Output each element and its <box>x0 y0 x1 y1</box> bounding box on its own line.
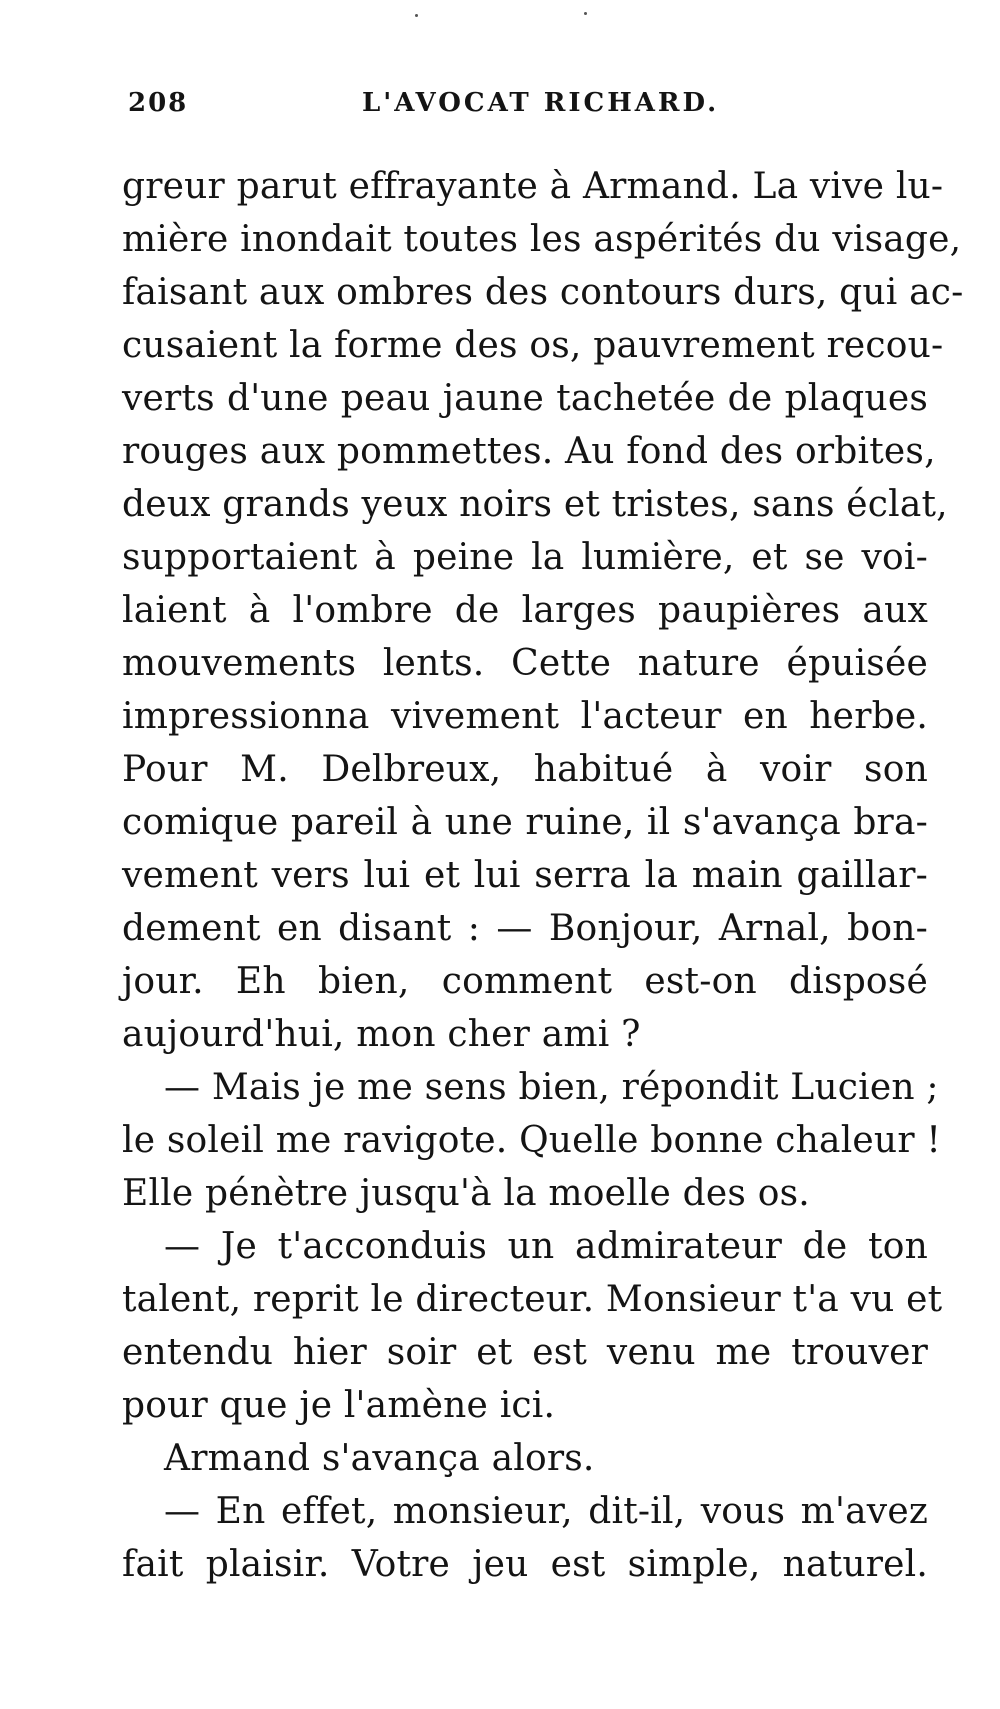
text-line: Elle pénètre jusqu'à la moelle des os. <box>122 1173 810 1214</box>
text-line: — Mais je me sens bien, répondit Lucien ; <box>164 1067 939 1108</box>
text-line: cusaient la forme des os, pauvrement recou- <box>122 325 944 366</box>
running-head <box>128 88 892 128</box>
text-line: greur parut effrayante à Armand. La vive lu- <box>122 166 944 207</box>
text-line: — En effet, monsieur, dit-il, vous m'avez <box>164 1491 928 1532</box>
text-line: dement en disant : — Bonjour, Arnal, bon- <box>122 908 928 949</box>
text-line: jour. Eh bien, comment est-on disposé <box>122 961 928 1002</box>
text-line: Pour M. Delbreux, habitué à voir son <box>122 749 928 790</box>
text-line: mouvements lents. Cette nature épuisée <box>122 643 928 684</box>
text-line: comique pareil à une ruine, il s'avança bra- <box>122 802 928 843</box>
text-line: le soleil me ravigote. Quelle bonne chaleur ! <box>122 1120 942 1161</box>
text-line: aujourd'hui, mon cher ami ? <box>122 1014 641 1055</box>
text-line: deux grands yeux noirs et tristes, sans éclat, <box>122 484 948 525</box>
text-line: vement vers lui et lui serra la main gaillar- <box>122 855 928 896</box>
running-title: L'AVOCAT RICHARD. <box>362 88 720 118</box>
text-line: verts d'une peau jaune tachetée de plaques <box>122 378 928 419</box>
text-line: mière inondait toutes les aspérités du visage, <box>122 219 962 260</box>
body-text <box>122 160 964 1591</box>
text-line: Armand s'avança alors. <box>164 1438 595 1479</box>
paper-speck <box>584 12 587 15</box>
text-line: entendu hier soir et est venu me trouver <box>122 1332 928 1373</box>
text-line: pour que je l'amène ici. <box>122 1385 556 1426</box>
paper-speck <box>415 14 418 17</box>
text-line: talent, reprit le directeur. Monsieur t'a vu et <box>122 1279 943 1320</box>
text-line: laient à l'ombre de larges paupières aux <box>122 590 928 631</box>
text-line: fait plaisir. Votre jeu est simple, naturel. <box>122 1544 928 1585</box>
page-number: 208 <box>128 88 189 118</box>
text-line: rouges aux pommettes. Au fond des orbites, <box>122 431 936 472</box>
text-line: — Je t'acconduis un admirateur de ton <box>164 1226 928 1267</box>
text-line: supportaient à peine la lumière, et se voi- <box>122 537 928 578</box>
text-line: faisant aux ombres des contours durs, qui ac- <box>122 272 964 313</box>
text-line: impressionna vivement l'acteur en herbe. <box>122 696 928 737</box>
